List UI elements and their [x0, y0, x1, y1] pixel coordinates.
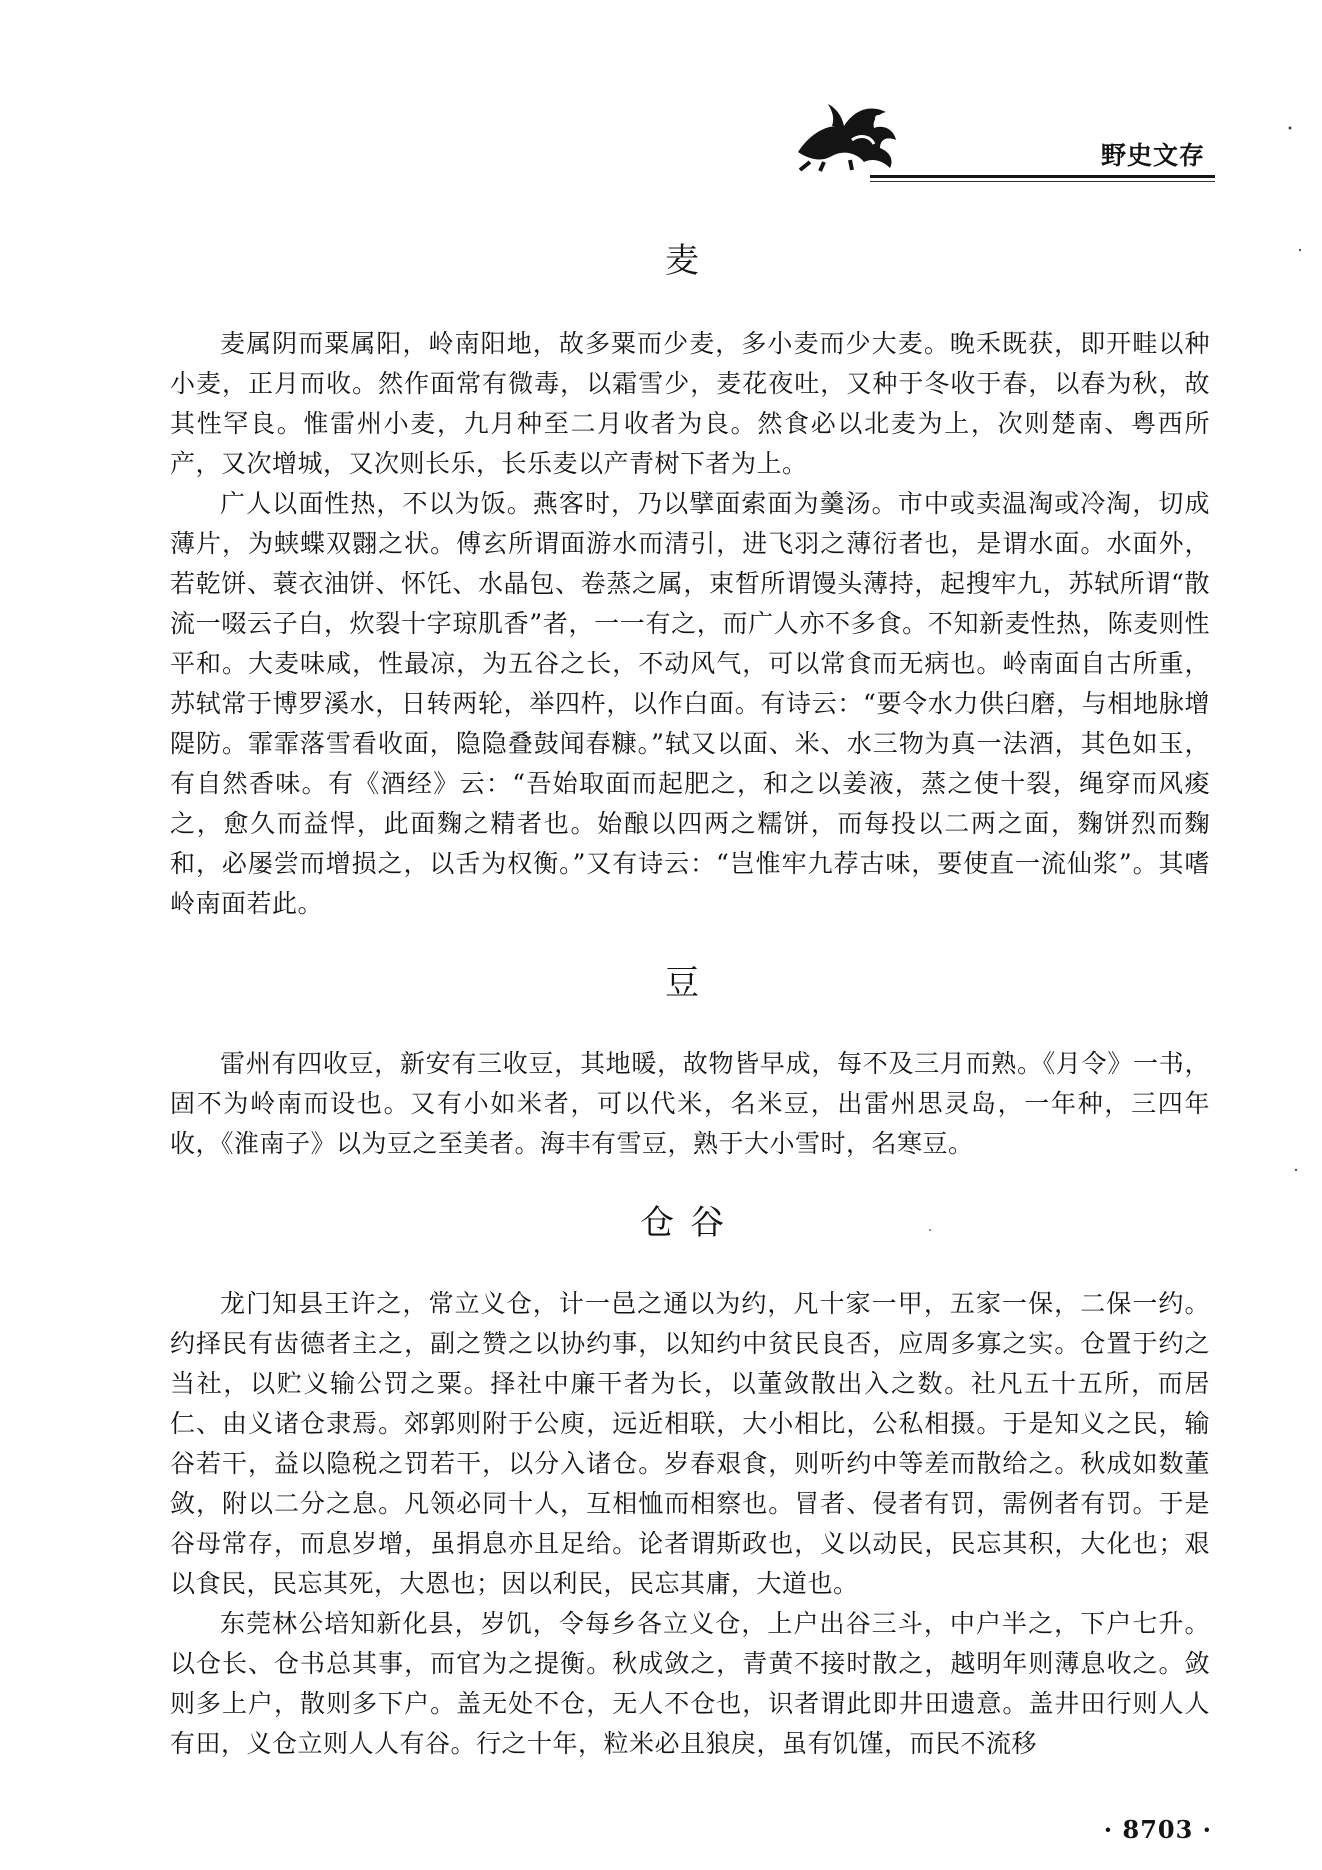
series-title: 野史文存 [1100, 141, 1205, 170]
page-body [170, 218, 1210, 1764]
header-rule [870, 175, 1215, 178]
paragraph-mai-1: 麦属阴而粟属阳，岭南阳地，故多粟而少麦，多小麦而少大麦。晚禾既获，即开畦以种小麦，正月而收。然作面常有微毒，以霜雪少，麦花夜吐，又种于冬收于春，以春为秋，故其性罕良。惟雷州小麦，九月种至二月收者为良。然食必以北麦为上，次则楚南、粤西所产，又次增城，又次则长乐，长乐麦以产青树下者为上。 [170, 329, 1210, 478]
running-header [790, 100, 1215, 190]
paragraph-canggu-1: 龙门知县王许之，常立义仓，计一邑之通以为约，凡十家一甲，五家一保，二保一约。约择民有齿德者主之，副之赞之以协约事，以知约中贫民良否，应周多寡之实。仓置于约之当社，以贮义输公罚之粟。择社中廉干者为长，以董敛散出入之数。社凡五十五所，而居仁、由义诸仓隶焉。郊郭则附于公庾，远近相联，大小相比，公私相摄。于是知义之民，输谷若干，益以隐税之罚若干，以分入诸仓。岁春艰食，则听约中等差而散给之。秋成如数董敛，附以二分之息。凡领必同十人，互相恤而相察也。冒者、侵者有罚，需例者有罚。于是谷母常存，而息岁增，虽捐息亦且足给。论者谓斯政也，义以动民，民忘其积，大化也；艰以食民，民忘其死，大恩也；因以利民，民忘其庸，大道也。 [170, 1289, 1210, 1598]
paragraph-mai-2: 广人以面性热，不以为饭。燕客时，乃以擘面索面为羹汤。市中或卖温淘或冷淘，切成薄片，为蛱蝶双翾之状。傅玄所谓面游水而清引，进飞羽之薄衍者也，是谓水面。水面外，若乾饼、蓑衣油饼、怀饦、水晶包、卷蒸之属，束晳所谓馒头薄持，起搜牢九，苏轼所谓“散流一啜云子白，炊裂十字琼肌香”者，一一有之，而广人亦不多食。不知新麦性热，陈麦则性平和。大麦味咸，性最凉，为五谷之长，不动风气，可以常食而无病也。岭南面自古所重，苏轼常于博罗溪水，日转两轮，举四杵，以作白面。有诗云：“要令水力供臼磨，与相地脉增隄防。霏霏落雪看收面，隐隐叠鼓闻春糠。”轼又以面、米、水三物为真一法酒，其色如玉，有自然香味。有《酒经》云：“吾始取面而起肥之，和之以姜液，蒸之使十裂，绳穿而风痠之，愈久而益悍，此面麴之精者也。始酿以四两之糯饼，而每投以二两之面，麴饼烈而麴和，必屡尝而增损之，以舌为权衡。”又有诗云：“岂惟牢九荐古味，要使直一流仙浆”。其嗜岭南面若此。 [170, 489, 1210, 918]
section-title-canggu: 仓谷 [640, 1203, 740, 1243]
paragraph-dou-1: 雷州有四收豆，新安有三收豆，其地暖，故物皆早成，每不及三月而熟。《月令》一书，固不为岭南而设也。又有小如米者，可以代米，名米豆，出雷州思灵岛，一年种，三四年收，《淮南子》以为豆之至美者。海丰有雪豆，熟于大小雪时，名寒豆。 [170, 1049, 1210, 1158]
header-rule-thin [870, 181, 1215, 182]
dragon-emblem-icon [790, 100, 910, 172]
section-title-mai: 麦 [665, 241, 715, 281]
page-number: · 8703 · [1103, 1815, 1212, 1844]
section-title-dou: 豆 [665, 963, 715, 1003]
paragraph-canggu-2: 东莞林公培知新化县，岁饥，令每乡各立义仓，上户出谷三斗，中户半之，下户七升。以仓长、仓书总其事，而官为之提衡。秋成敛之，青黄不接时散之，越明年则薄息收之。敛则多上户，散则多下户。盖无处不仓，无人不仓也，识者谓此即井田遗意。盖井田行则人人有田，义仓立则人人有谷。行之十年，粒米必且狼戾，虽有饥馑，而民不流移 [170, 1609, 1210, 1758]
